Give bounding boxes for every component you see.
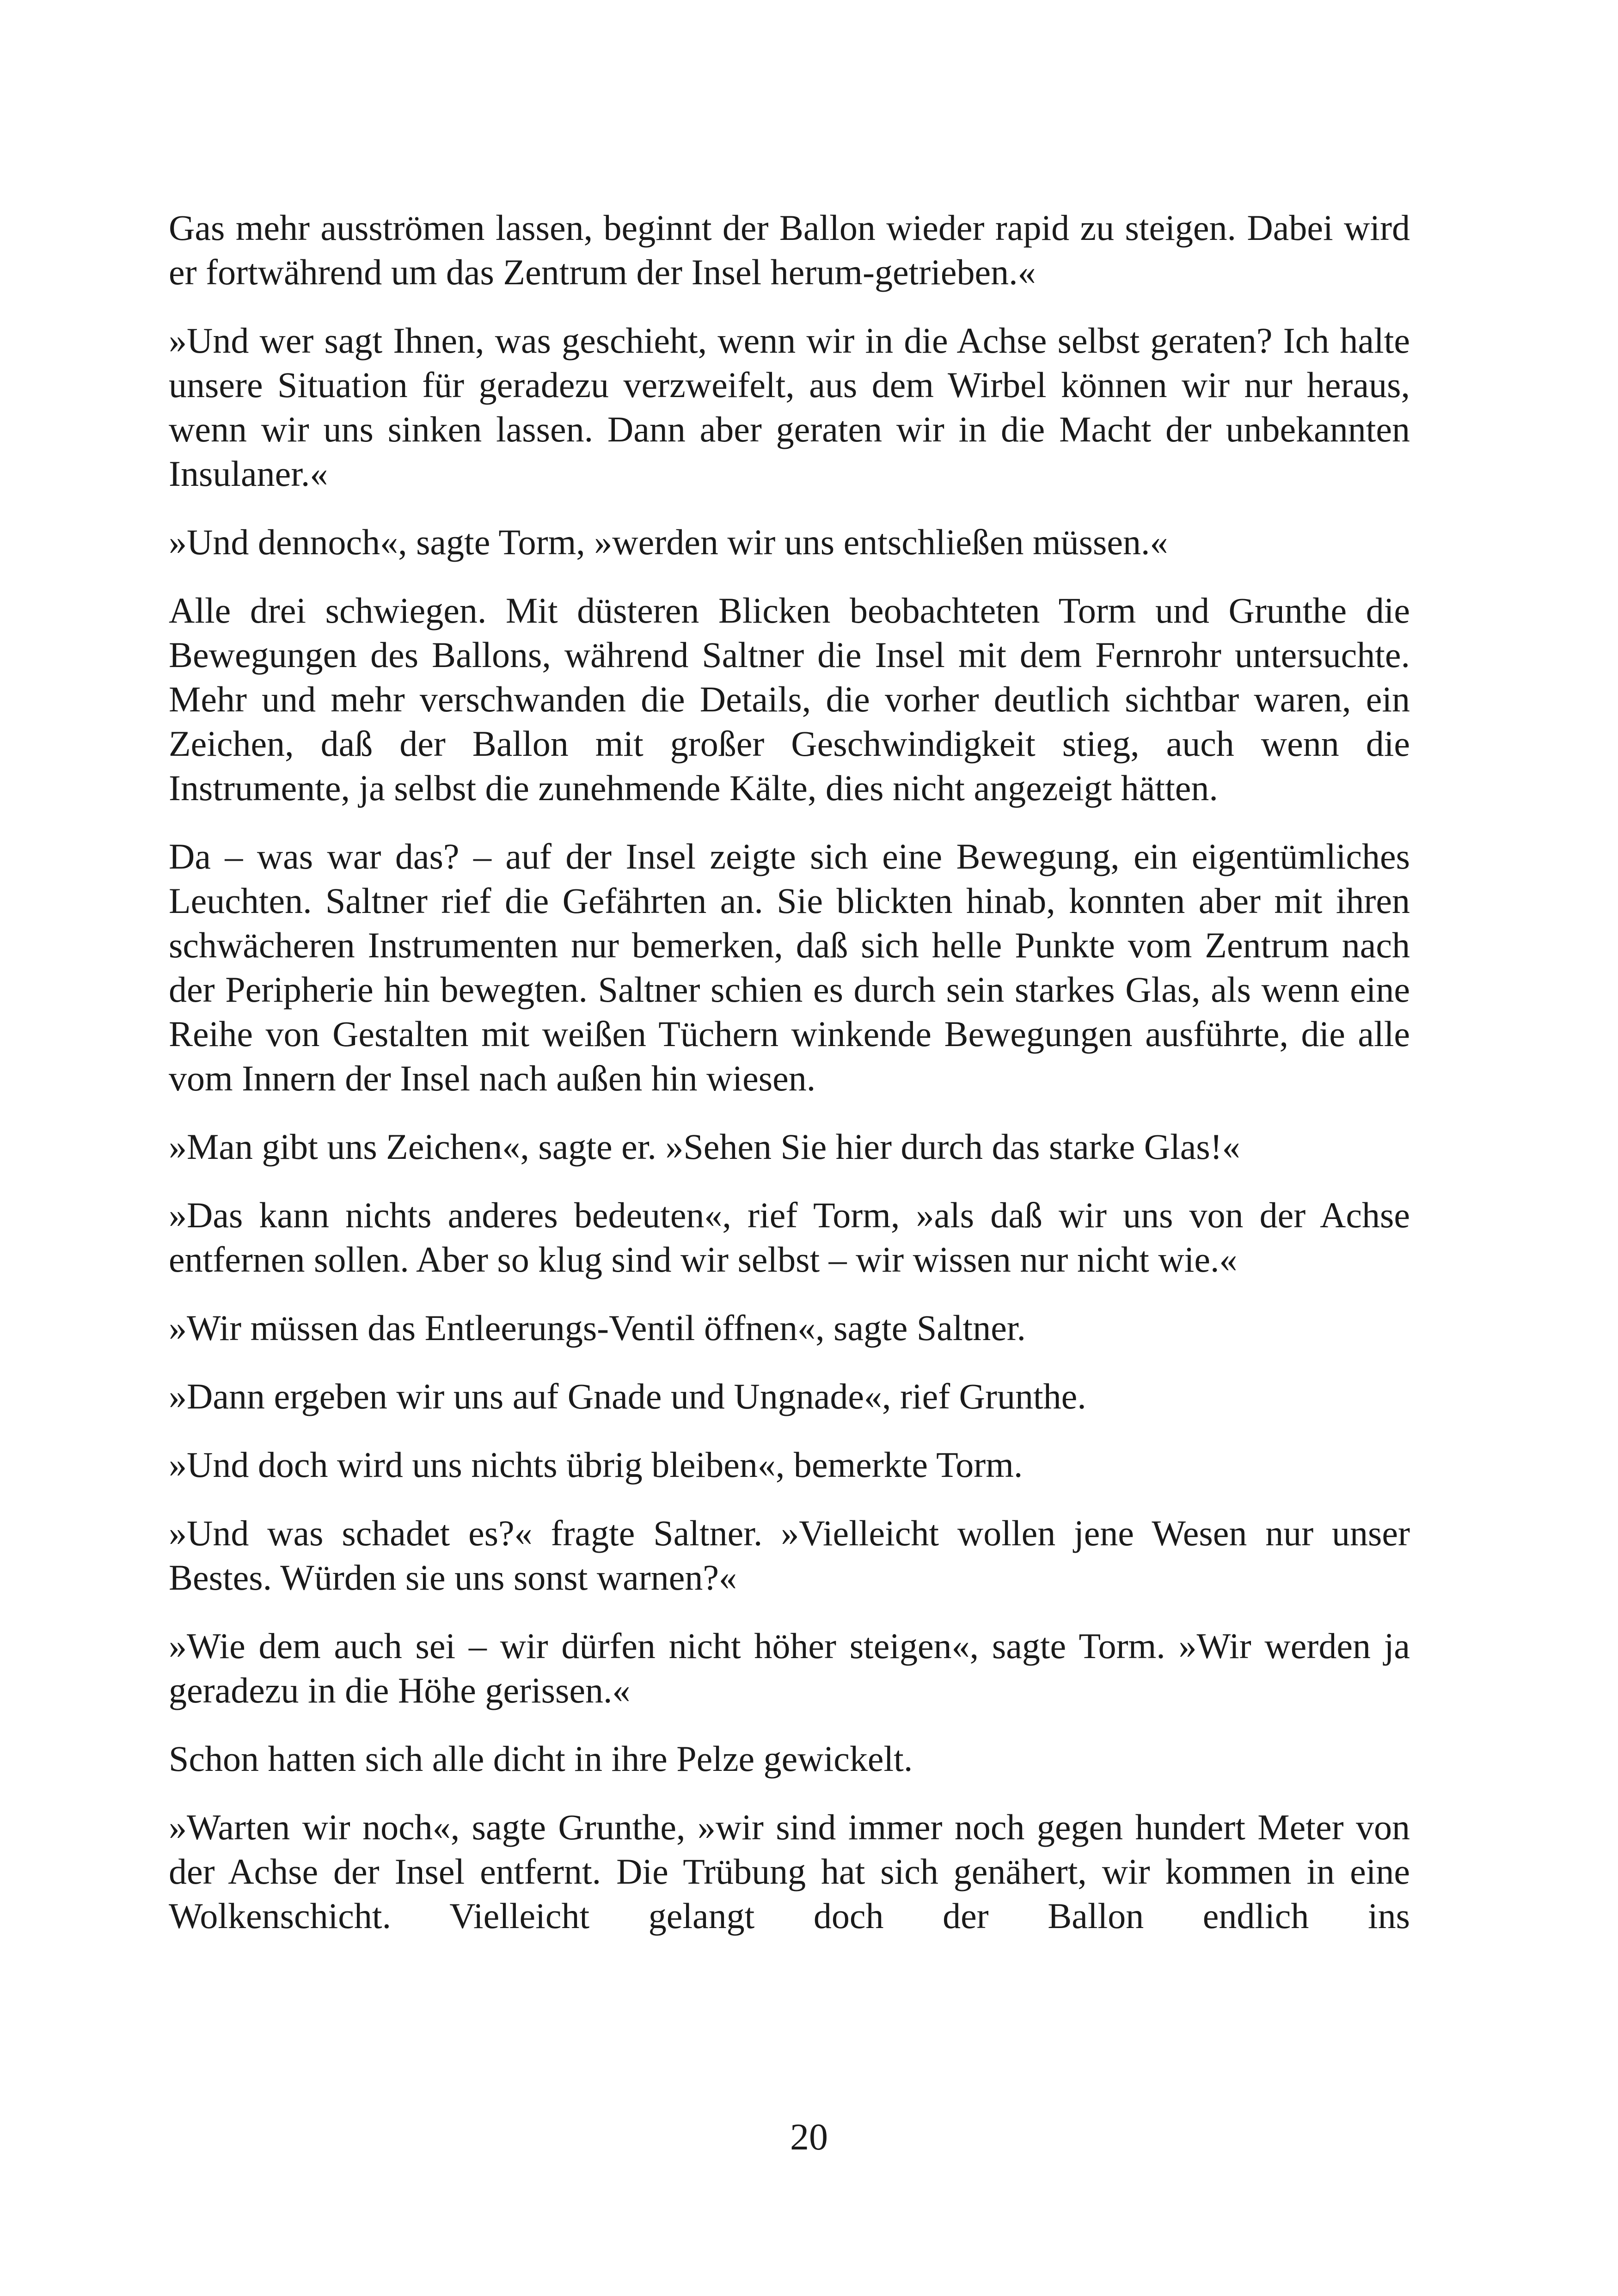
page-number: 20 [790, 2116, 828, 2158]
paragraph-8: »Wir müssen das Entleerungs-Ventil öffnen«, sagte Saltner. [169, 1308, 1026, 1348]
paragraph-9: »Dann ergeben wir uns auf Gnade und Ungnade«, rief Grunthe. [169, 1376, 1086, 1416]
paragraph-5: Da – was war das? – auf der Insel zeigte sich eine Bewegung, ein eigentümliches Leuchten. Saltner rief die Gefährten an. Sie blickten hinab, konnten aber mit ihren schwächeren Instrumenten nur bemerken, daß sich helle Punkte vom Zentrum nach der Peripherie hin bewegten. Saltner schien es durch sein starkes Glas, als wenn eine Reihe von Gestalten mit weißen Tüchern winkende Bewegungen ausführte, die alle vom Innern der Insel nach außen hin wiesen. [169, 836, 1410, 1098]
paragraph-2: »Und wer sagt Ihnen, was geschieht, wenn wir in die Achse selbst geraten? Ich halte unsere Situation für geradezu verzweifelt, aus dem Wirbel können wir nur heraus, wenn wir uns sinken lassen. Dann aber geraten wir in die Macht der unbekannten Insulaner.« [169, 320, 1410, 494]
paragraph-1: Gas mehr ausströmen lassen, beginnt der Ballon wieder rapid zu steigen. Dabei wird er fortwährend um das Zentrum der Insel herum-getrieben.« [169, 208, 1410, 292]
paragraph-14: »Warten wir noch«, sagte Grunthe, »wir sind immer noch gegen hundert Meter von der Achse der Insel entfernt. Die Trübung hat sich genähert, wir kommen in eine Wolkenschicht. Vielleicht gelangt doch der Ballon endlich ins [169, 1807, 1410, 1936]
paragraph-12: »Wie dem auch sei – wir dürfen nicht höher steigen«, sagte Torm. »Wir werden ja geradezu in die Höhe gerissen.« [169, 1626, 1410, 1710]
paragraph-6: »Man gibt uns Zeichen«, sagte er. »Sehen Sie hier durch das starke Glas!« [169, 1127, 1240, 1167]
paragraph-13: Schon hatten sich alle dicht in ihre Pelze gewickelt. [169, 1739, 913, 1779]
paragraph-11: »Und was schadet es?« fragte Saltner. »Vielleicht wollen jene Wesen nur unser Bestes. Würden sie uns sonst warnen?« [169, 1513, 1410, 1598]
paragraph-10: »Und doch wird uns nichts übrig bleiben«, bemerkte Torm. [169, 1445, 1023, 1485]
body-text [169, 206, 1410, 1938]
paragraph-7: »Das kann nichts anderes bedeuten«, rief Torm, »als daß wir uns von der Achse entfernen sollen. Aber so klug sind wir selbst – wir wissen nur nicht wie.« [169, 1195, 1410, 1280]
paragraph-4: Alle drei schwiegen. Mit düsteren Blicken beobachteten Torm und Grunthe die Bewegungen des Ballons, während Saltner die Insel mit dem Fernrohr untersuchte. Mehr und mehr verschwanden die Details, die vorher deutlich sichtbar waren, ein Zeichen, daß der Ballon mit großer Geschwindigkeit stieg, auch wenn die Instrumente, ja selbst die zunehmende Kälte, dies nicht angezeigt hätten. [169, 590, 1410, 808]
paragraph-3: »Und dennoch«, sagte Torm, »werden wir uns entschließen müssen.« [169, 522, 1168, 562]
